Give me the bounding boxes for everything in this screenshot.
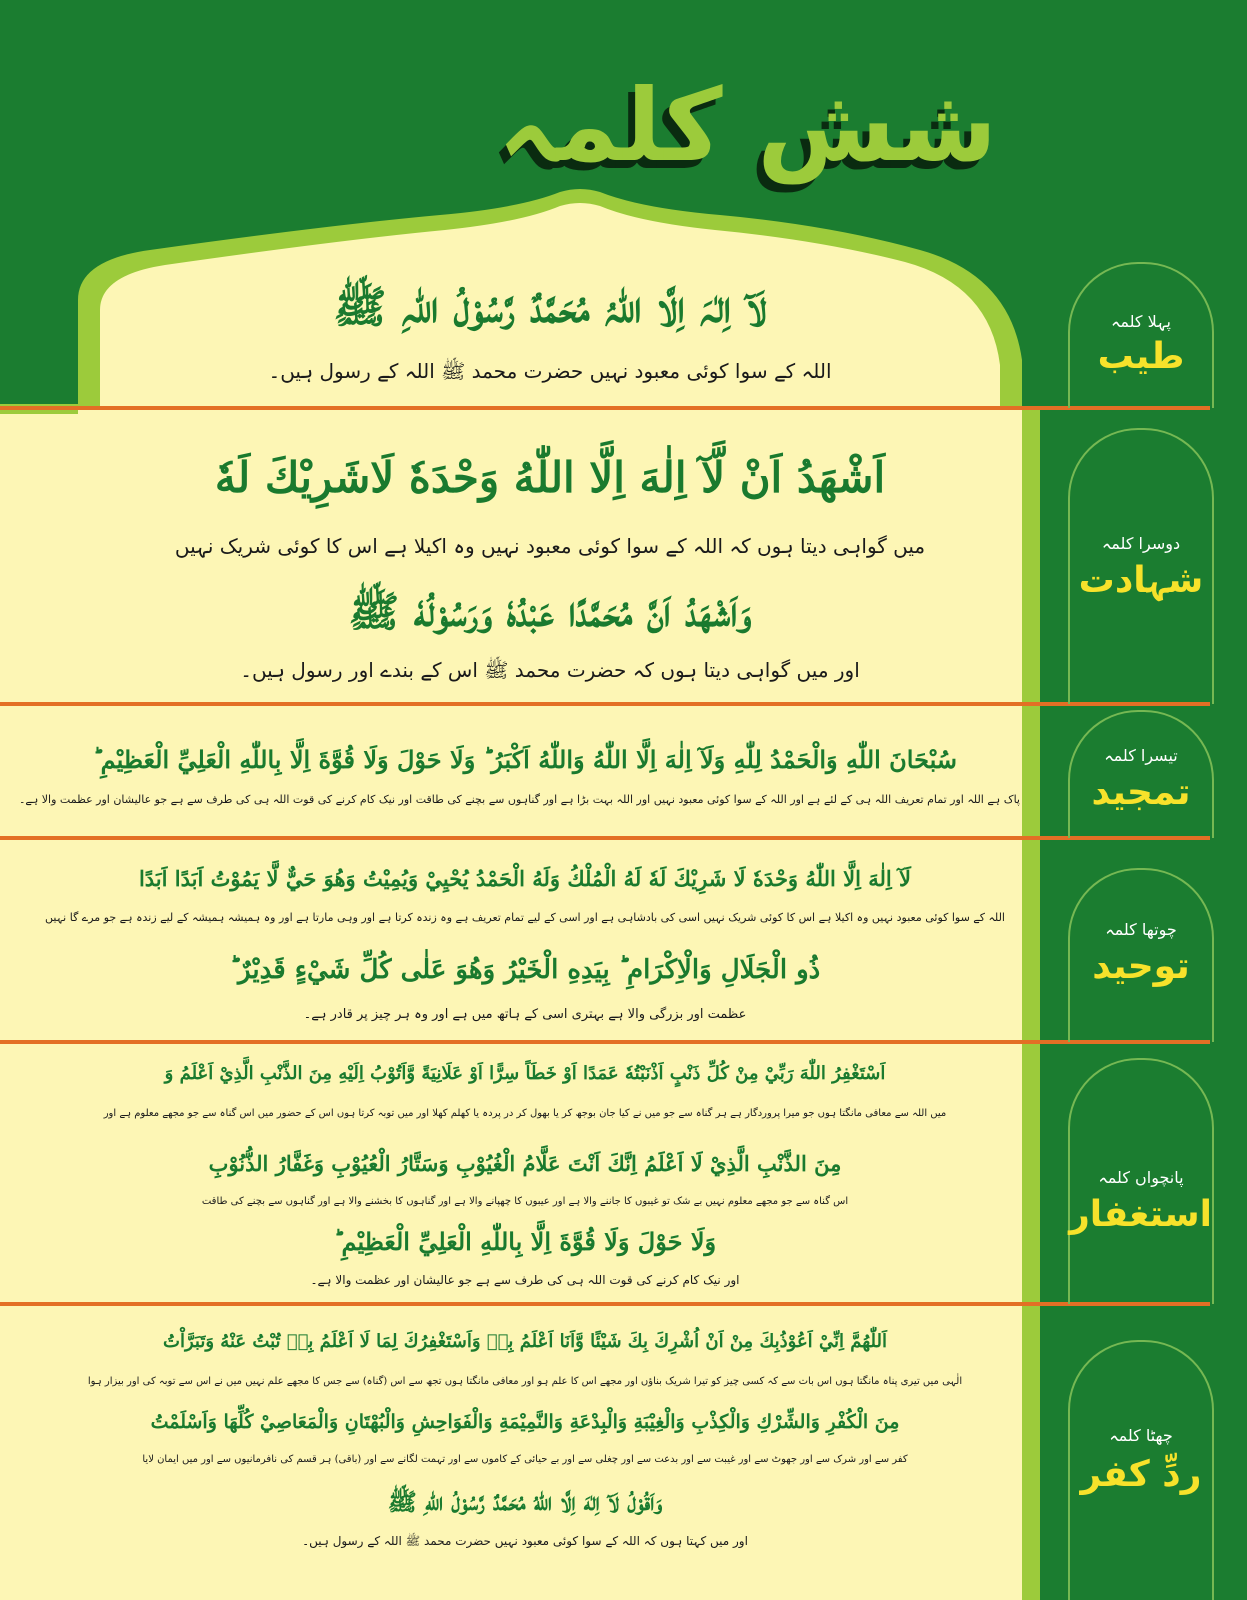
kalima-5-arabic-2: مِنَ الذَّنْبِ الَّذِيْ لَا اَعْلَمُ اِنَّكَ اَنْتَ عَلَّامُ الْغُيُوْبِ وَسَتَّارُ الْعُيُوْبِ وَغَفَّارُ الذُّنُوْبِ xyxy=(208,1151,842,1176)
kalima-5-translation-1: میں اللہ سے معافی مانگتا ہوں جو میرا پروردگار ہے ہر گناہ سے جو میں نے کیا جان بوجھ کر یا بھول کر در پردہ یا کھلم کھلا اور میں توبہ کرتا ہوں اس کے حضور میں اس گناہ سے جو مجھے معلوم ہے اور xyxy=(103,1108,947,1119)
tab-kalima-3-number: تیسرا کلمہ xyxy=(1104,746,1178,765)
tab-kalima-4[interactable] xyxy=(1068,868,1214,1042)
tab-kalima-3-name: تمجید xyxy=(1091,772,1191,813)
separator xyxy=(0,836,1210,840)
kalima-5-arabic-1: اَسْتَغْفِرُ اللّٰهَ رَبِّيْ مِنْ كُلِّ ذَنْبٍ اَذْنَبْتُهٗ عَمَدًا اَوْ خَطَاً سِرًّا اَوْ عَلَانِيَةً وَّاَتُوْبُ اِلَيْهِ مِنَ الذَّنْبِ الَّذِيْ اَعْلَمُ وَ xyxy=(164,1063,886,1084)
tab-kalima-4-number: چوتھا کلمہ xyxy=(1105,920,1177,939)
separator xyxy=(0,702,1210,706)
separator xyxy=(0,406,1210,410)
tab-kalima-6-number: چھٹا کلمہ xyxy=(1109,1426,1173,1445)
kalima-2-translation-1: میں گواہی دیتا ہوں کہ اللہ کے سوا کوئی معبود نہیں وہ اکیلا ہے اس کا کوئی شریک نہیں xyxy=(174,534,926,558)
kalima-6-translation-3: اور میں کہتا ہوں کہ اللہ کے سوا کوئی معبود نہیں حضرت محمد ﷺ اللہ کے رسول ہیں۔ xyxy=(302,1534,748,1548)
kalima-1-arabic: لَآ اِلٰہَ اِلَّا اللّٰہُ مُحَمَّدٌ رَّسُوْلُ اللّٰہِ ﷺ xyxy=(333,282,767,333)
kalima-5-translation-2: اس گناہ سے جو مجھے معلوم نہیں بے شک تو غیبوں کا جاننے والا ہے اور عیبوں کا چھپانے والا ہے اور گناہوں کا بخشنے والا ہے اور گناہوں سے بچنے کی طاقت xyxy=(201,1196,849,1207)
tab-kalima-3[interactable] xyxy=(1068,710,1214,838)
tab-kalima-1-number: پہلا کلمہ xyxy=(1111,312,1171,331)
tab-kalima-5-name: استغفار xyxy=(1069,1194,1212,1235)
page-title: شش کلمہ xyxy=(497,67,997,184)
kalima-5-arabic-3: وَلَا حَوْلَ وَلَا قُوَّةَ اِلَّا بِاللّٰهِ الْعَلِيِّ الْعَظِيْمِ ؕ xyxy=(333,1227,717,1256)
kalima-2-arabic-1: اَشْهَدُ اَنْ لَّآ اِلٰهَ اِلَّا اللّٰهُ وَحْدَهٗ لَاشَرِيْكَ لَهٗ xyxy=(214,453,886,502)
kalima-3-translation: پاک ہے اللہ اور تمام تعریف اللہ ہی کے لئے ہے اور اللہ کے سوا کوئی معبود نہیں اور اللہ بہت بڑا ہے اور گناہوں سے بچنے کی طاقت اور نیک کام کرنے کی قوت اللہ ہی کی طرف سے ہے جو عالیشان اور عظمت والا ہے۔ xyxy=(18,793,1020,806)
kalima-6-translation-1: الٰہی میں تیری پناہ مانگتا ہوں اس بات سے کہ کسی چیز کو تیرا شریک بناؤں اور مجھے اس کا علم ہو اور معافی مانگتا ہوں تجھ سے اس (گناہ) سے جس کا مجھے علم نہیں میں نے اس سے توبہ کی اور بیزار ہوا xyxy=(87,1376,963,1387)
kalima-6-translation-2: کفر سے اور شرک سے اور جھوٹ سے اور غیبت سے اور بدعت سے اور چغلی سے اور بے حیائی کے کاموں سے اور تہمت لگانے سے اور (باقی) ہر قسم کی نافرمانیوں سے اور میں ایمان لایا xyxy=(142,1454,908,1465)
tab-kalima-6[interactable] xyxy=(1068,1340,1214,1600)
separator xyxy=(0,1302,1210,1306)
kalima-2-arabic-2: وَاَشْهَدُ اَنَّ مُحَمَّدًا عَبْدُهٗ وَرَسُوْلُهٗ ﷺ xyxy=(348,587,752,636)
separator xyxy=(0,1040,1210,1044)
kalima-4-arabic-2: ذُو الْجَلَالِ وَالْاِكْرَامِ ؕ بِيَدِهِ الْخَيْرُ وَهُوَ عَلٰى كُلِّ شَيْءٍ قَدِيْرٌ ؕ xyxy=(229,955,821,985)
kalima-4-translation-2: عظمت اور بزرگی والا ہے بہتری اسی کے ہاتھ میں ہے اور وہ ہر چیز پر قادر ہے۔ xyxy=(303,1007,747,1022)
tab-kalima-6-name: ردِّ کفر xyxy=(1080,1454,1202,1495)
tab-kalima-5[interactable] xyxy=(1068,1058,1214,1304)
tab-kalima-4-name: توحید xyxy=(1092,946,1190,987)
kalima-6-arabic-1: اَللّٰهُمَّ اِنِّيْ اَعُوْذُبِكَ مِنْ اَنْ اُشْرِكَ بِكَ شَيْئًا وَّاَنَا اَعْلَمُ بِهٖ وَاَسْتَغْفِرُكَ لِمَا لَا اَعْلَمُ بِهٖ تُبْتُ عَنْهُ وَتَبَرَّاْتُ xyxy=(163,1331,887,1352)
kalima-4-translation-1: اللہ کے سوا کوئی معبود نہیں وہ اکیلا ہے اس کا کوئی شریک نہیں اسی کی بادشاہی ہے اور اسی کے لیے تمام تعریف ہے وہ زندہ کرتا ہے اور وہی مارتا ہے اور وہ ہمیشہ ہمیشہ کے لیے زندہ ہے جو مرے گا نہیں xyxy=(45,911,1005,924)
kalima-3-arabic: سُبْحَانَ اللّٰهِ وَالْحَمْدُ لِلّٰهِ وَلَآ اِلٰهَ اِلَّا اللّٰهُ وَاللّٰهُ اَكْبَرُ ؕ وَلَا حَوْلَ وَلَا قُوَّةَ اِلَّا بِاللّٰهِ الْعَلِيِّ الْعَظِيْمِ ؕ xyxy=(93,745,957,774)
kalima-6-arabic-3: وَاَقُوْلُ لَآ اِلٰهَ اِلَّا اللّٰهُ مُحَمَّدٌ رَّسُوْلُ اللّٰهِ ﷺ xyxy=(387,1487,663,1516)
kalima-6-arabic-2: مِنَ الْكُفْرِ وَالشِّرْكِ وَالْكِذْبِ وَالْغِيْبَةِ وَالْبِدْعَةِ وَالنَّمِيْمَةِ وَالْفَوَاحِشِ وَالْبُهْتَانِ وَالْمَعَاصِيْ كُلِّهَا وَاَسْلَمْتُ xyxy=(150,1411,900,1433)
kalima-5-translation-3: اور نیک کام کرنے کی قوت اللہ ہی کی طرف سے ہے جو عالیشان اور عظمت والا ہے۔ xyxy=(310,1273,740,1287)
tab-kalima-2-number: دوسرا کلمہ xyxy=(1101,534,1181,553)
kalima-2-translation-2: اور میں گواہی دیتا ہوں کہ حضرت محمد ﷺ اس کے بندے اور رسول ہیں۔ xyxy=(240,658,860,682)
tab-kalima-1[interactable] xyxy=(1068,262,1214,408)
tab-kalima-5-number: پانچواں کلمہ xyxy=(1098,1168,1184,1187)
band-edge xyxy=(1022,410,1040,1600)
tab-kalima-2-name: شہادت xyxy=(1078,560,1204,601)
tab-kalima-2[interactable] xyxy=(1068,428,1214,704)
kalima-1-translation: اللہ کے سوا کوئی معبود نہیں حضرت محمد ﷺ اللہ کے رسول ہیں۔ xyxy=(268,359,832,383)
kalima-4-arabic-1: لَآ اِلٰهَ اِلَّا اللّٰهُ وَحْدَهٗ لَا شَرِيْكَ لَهٗ لَهُ الْمُلْكُ وَلَهُ الْحَمْدُ يُحْيِيْ وَيُمِيْتُ وَهُوَ حَيٌّ لَّا يَمُوْتُ اَبَدًا اَبَدًا xyxy=(138,866,912,891)
tab-kalima-1-name: طیب xyxy=(1097,336,1185,377)
